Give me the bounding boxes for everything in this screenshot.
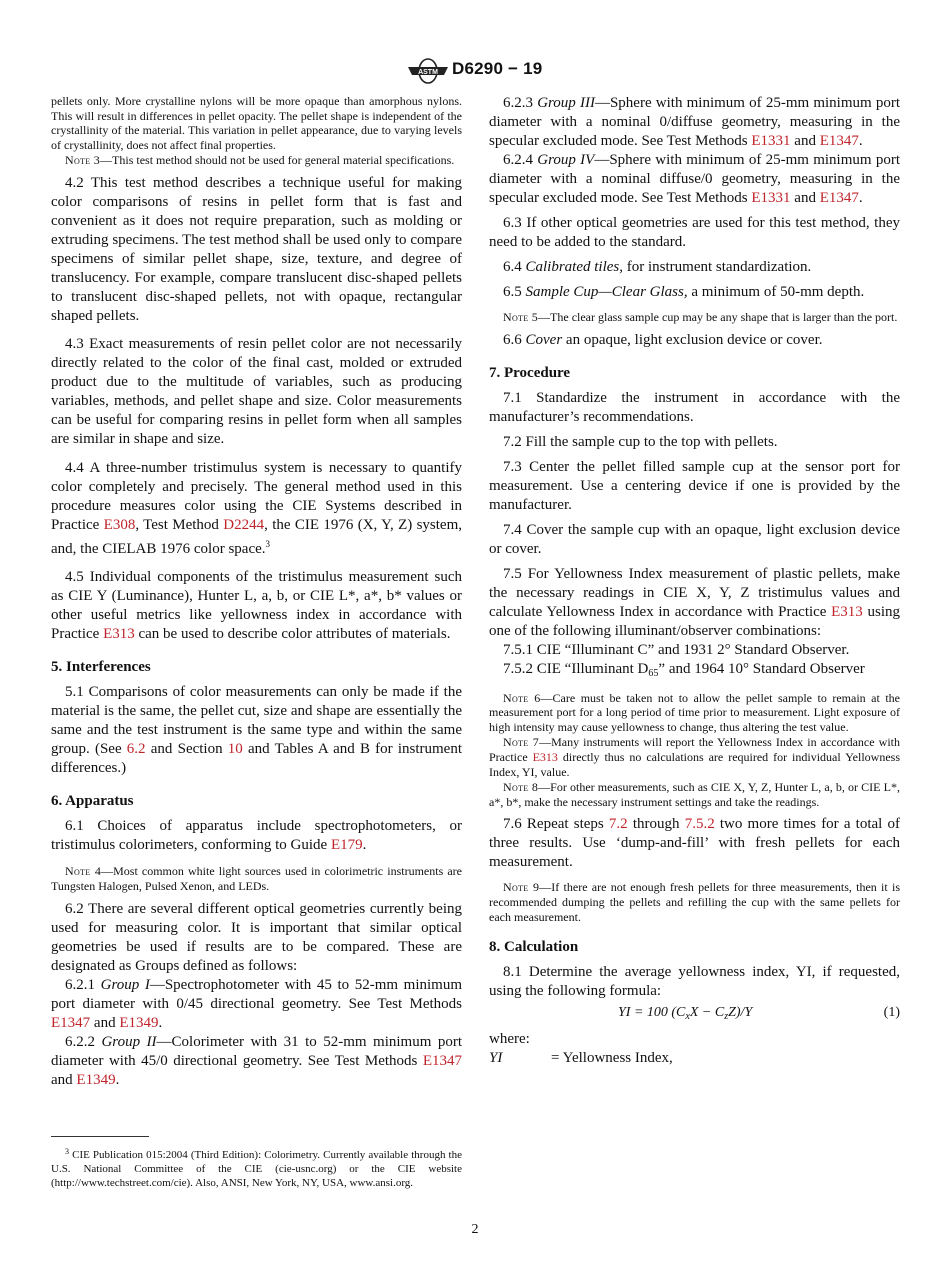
standard-designation: D6290 − 19 (452, 59, 543, 78)
note-8: Note 8—For other measurements, such as CIE X, Y, Z, Hunter L, a, b, or CIE L*, a*, b*, make the necessary instrument settings and take the readings. (489, 780, 900, 809)
note-5-label: Note 5 (503, 310, 539, 324)
note-4-label: Note 4 (65, 863, 102, 878)
footnote-divider (51, 1136, 149, 1137)
paragraph-4-5: 4.5 Individual components of the tristimulus measurement such as CIE Y (Luminance), Hunter L, a, b, or CIE L*, a*, b* values or other useful metrics like yellowness index in accordance with Practice E313 can be used to describe color attributes of materials. (51, 568, 462, 642)
link-e1331[interactable]: E1331 (751, 190, 791, 206)
link-e1349[interactable]: E1349 (119, 1015, 159, 1032)
link-7-5-2[interactable]: 7.5.2 (684, 816, 715, 833)
paragraph-6-1: 6.1 Choices of apparatus include spectrophotometers, or tristimulus colorimeters, conforming to Guide E179. (51, 817, 462, 853)
page-number: 2 (471, 1222, 479, 1237)
link-e313[interactable]: E313 (831, 603, 863, 620)
link-e313[interactable]: E313 (532, 749, 558, 764)
note-3: Note 3—This test method should not be used for general material specifications. (65, 153, 455, 168)
paragraph-6-2-4: 6.2.4 Group IV—Sphere with minimum of 25-mm minimum port diameter with a nominal diffuse/0 geometry, measuring in the specular excluded mode. See Test Methods E1331 and E1347. (489, 152, 901, 206)
note-7: Note 7—Many instruments will report the Yellowness Index in accordance with Practice E313 directly thus no calculations are required for individual Yellowness Index, YI, value. (489, 735, 900, 779)
paragraph-6-5: 6.5 Sample Cup—Clear Glass, a minimum of 50-mm depth. (503, 284, 865, 300)
paragraph-7-3: 7.3 Center the pellet filled sample cup at the sensor port for measurement. Use a centering device if one is provided by the manufacturer. (489, 458, 900, 513)
section-6-heading: 6. Apparatus (51, 792, 134, 809)
paragraph-4-2: 4.2 This test method describes a technique useful for making color comparisons of resins in pellet form that is fast and convenient as it does not require preparation, such as molding or extruding specimens. The test method shall be used only to compare specimens of similar pellet shape, size, texture, and degree of translucency. For example, compare translucent disc-shaped pellets to translucent disc-shaped pellets, not with opaque, rectangular shaped pellets. (51, 174, 462, 324)
link-6-2[interactable]: 6.2 (126, 740, 146, 757)
section-8-heading: 8. Calculation (489, 939, 579, 956)
link-7-2[interactable]: 7.2 (608, 816, 628, 833)
formula-yellowness-index (489, 1004, 900, 1022)
footnote-ref-3: 3 (265, 538, 271, 549)
paragraph-6-2-2: 6.2.2 Group II—Colorimeter with 31 to 52-mm minimum port diameter with 45/0 directional geometry. See Test Methods E1347 and E1349. (51, 1034, 462, 1089)
paragraph-6-2-3: 6.2.3 Group III—Sphere with minimum of 25-mm minimum port diameter with a nominal 0/diffuse geometry, measuring in the specular excluded mode. See Test Methods E1331 and E1347. (489, 95, 901, 149)
link-e1331[interactable]: E1331 (751, 133, 791, 149)
link-section-10[interactable]: 10 (227, 740, 243, 757)
paragraph-7-5: 7.5 For Yellowness Index measurement of plastic pellets, make the necessary readings in CIE X, Y, Z tristimulus values and calculate Yellowness Index in accordance with Practice E313 using one of the following illuminant/observer combinations: (489, 565, 900, 639)
paragraph-7-1: 7.1 Standardize the instrument in accordance with the manufacturer’s recommendations. (489, 389, 900, 425)
paragraph-7-6: 7.6 Repeat steps 7.2 through 7.5.2 two more times for a total of three results. Use ‘dump-and-fill’ with fresh pellets for each measurement. (489, 816, 901, 871)
note-8-label: Note 8 (503, 780, 539, 795)
paragraph-6-4: 6.4 Calibrated tiles, for instrument standardization. (503, 259, 812, 275)
link-e1349[interactable]: E1349 (76, 1072, 116, 1089)
right-column (489, 94, 900, 1068)
note-6-label: Note 6 (503, 690, 541, 705)
link-e1347[interactable]: E1347 (819, 133, 859, 149)
link-e1347[interactable]: E1347 (819, 190, 859, 206)
paragraph-7-2: 7.2 Fill the sample cup to the top with pellets. (503, 433, 778, 450)
paragraph-continuation: pellets only. More crystalline nylons will be more opaque than amorphous nylons. This will result in differences in pellet opacity. The pellet shape is independent of the crystallinity of the material. This variation in pellet appearance, due to varying levels of crystallinity, does not affect final properties. (51, 94, 462, 152)
link-e308[interactable]: E308 (103, 516, 136, 533)
link-e179[interactable]: E179 (330, 836, 363, 853)
paragraph-6-2-1: 6.2.1 Group I—Spectrophotometer with 45 to 52-mm minimum port diameter with 0/45 directional geometry. See Test Methods E1347 and E1349. (51, 977, 462, 1032)
note-3-label: Note 3 (65, 153, 101, 168)
definition-yi (489, 1049, 900, 1068)
link-e313[interactable]: E313 (103, 625, 135, 642)
paragraph-8-1: 8.1 Determine the average yellowness index, YI, if requested, using the following formula: (489, 964, 900, 1000)
footnote-3: $^3$ CIE Publication 015:2004 (Third Edition): Colorimetry. Currently available through the U.S. National Committee of the CIE (cie-usnc.org) or the CIE website (http://www.techstreet.com/cie). Also, ANSI, New York, NY, USA, www.ansi.org. (51, 1147, 462, 1189)
note-7-label: Note 7 (503, 735, 540, 750)
left-column (51, 94, 462, 1090)
paragraph-7-4: 7.4 Cover the sample cup with an opaque, light exclusion device or cover. (489, 521, 900, 557)
section-7-heading: 7. Procedure (489, 364, 571, 381)
link-e1347[interactable]: E1347 (51, 1015, 91, 1032)
paragraph-6-2: 6.2 There are several different optical geometries currently being used for measuring color. It is important that similar optical geometries be used if results are to be compared. These are designated as Groups defined as follows: (51, 901, 462, 975)
link-d2244[interactable]: D2244 (223, 516, 265, 533)
note-9: Note 9—If there are not enough fresh pellets for three measurements, then it is recommended dumping the pellets and refilling the cup with the same pellets for each measurement. (489, 880, 900, 924)
note-9-label: Note 9 (503, 880, 540, 895)
formula-expression: YI = 100 $(C_xX - C_zZ)/Y$ (618, 1005, 753, 1023)
paragraph-6-6: 6.6 Cover an opaque, light exclusion device or cover. (503, 331, 823, 348)
paragraph-4-4: 4.4 A three-number tristimulus system is necessary to quantify color completely and precisely. The general method used in this procedure measures color using the CIE Systems described in Practice E308, Test Method D2244, the CIE 1976 (X, Y, Z) system, and, the CIELAB 1976 color space.$^3$ (51, 459, 463, 557)
note-4: Note 4—Most common white light sources used in colorimetric instruments are Tungsten Halogen, Pulsed Xenon, and LEDs. (51, 863, 462, 893)
astm-logo-icon (406, 58, 450, 84)
where-label: where: (489, 1031, 530, 1048)
link-e1347[interactable]: E1347 (422, 1053, 462, 1070)
paragraph-6-3: 6.3 If other optical geometries are used for this test method, they need to be added to the standard. (489, 215, 900, 250)
equation-number: (1) (883, 1005, 900, 1021)
note-6: Note 6—Care must be taken not to allow the pellet sample to remain at the measurement port for a long period of time prior to measurement. Light exposure of high intensity may cause yellowness to change, thus altering the test value. (489, 690, 900, 734)
svg-text:ASTM: ASTM (418, 69, 438, 76)
definition-text: = Yellowness Index, (551, 1050, 673, 1067)
paragraph-5-1: 5.1 Comparisons of color measurements can only be made if the material is the same, the pellet cut, size and shape are essentially the same and the test instrument is the same type and within the same group. (See 6.2 and Section 10 and Tables A and B for instrument differences.) (51, 683, 462, 776)
note-5: Note 5—The clear glass sample cup may be any shape that is larger than the port. (503, 310, 898, 324)
section-5-heading: 5. Interferences (51, 658, 151, 675)
definition-symbol: YI (489, 1050, 503, 1067)
paragraph-7-5-1: 7.5.1 CIE “Illuminant C” and 1931 2° Standard Observer. (503, 641, 850, 658)
paragraph-4-3: 4.3 Exact measurements of resin pellet color are not necessarily directly related to the color of the final cast, molded or extruded product due to the multitude of variables, such as producing variables, methods, and pellet shape and size. Color measurements can be useful for comparing resins in pellet form when all samples are similar in shape and size. (51, 335, 462, 447)
paragraph-7-5-2: 7.5.2 CIE “Illuminant $D_{65}$” and 1964 10° Standard Observer (503, 660, 865, 679)
page-header (0, 58, 950, 84)
